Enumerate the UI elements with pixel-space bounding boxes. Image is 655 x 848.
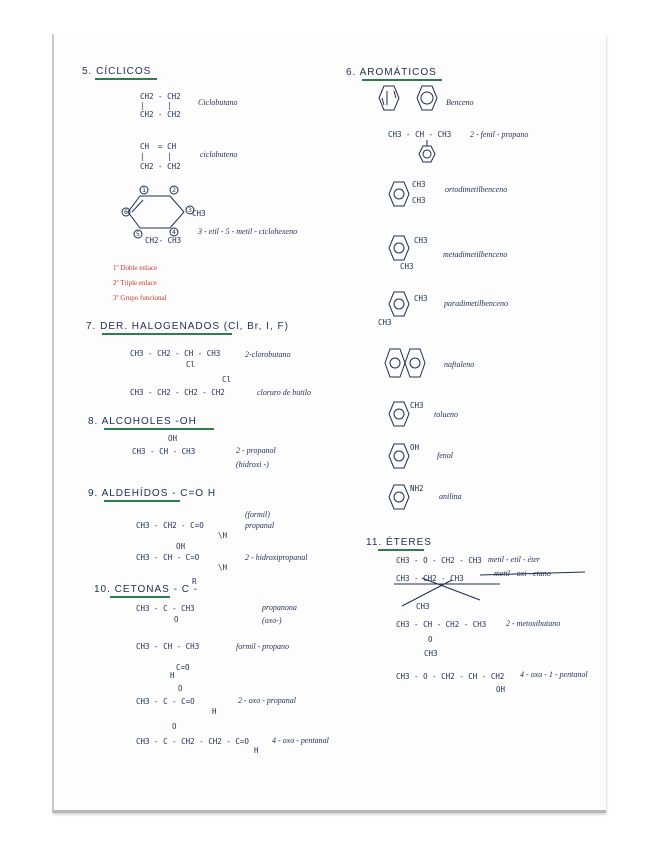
substituent: H: [254, 746, 259, 755]
ring-number: 3: [188, 206, 192, 214]
substituent: OH: [410, 443, 420, 452]
formula-line: CH = CH: [140, 142, 177, 151]
priority-rule: 3º Grupo funcional: [113, 294, 167, 302]
compound-name: ortodimetilbenceno: [445, 185, 508, 194]
formula-line: CH3 - CH2 - CH3: [396, 574, 464, 583]
heading-ciclicos: 5. CÍCLICOS: [82, 66, 152, 77]
compound-name: naftaleno: [444, 360, 475, 369]
compound-name: cloruro de butilo: [257, 388, 311, 397]
crossed-out-strokes: [380, 566, 590, 610]
formula-line: CH3 - CH2 - CH2 - CH2: [130, 388, 225, 397]
ring-number: 2: [172, 186, 176, 194]
compound-name: (hidroxi -): [236, 460, 269, 469]
formula-line: CH2 - CH2: [140, 110, 181, 119]
formula-line: CH3 - CH - CH3: [388, 130, 452, 139]
compound-name: fenol: [437, 451, 453, 460]
heading-eteres: 11. ÉTERES: [366, 537, 432, 548]
phenyl-ring-drawing: [418, 140, 440, 166]
substituent: O: [178, 684, 183, 693]
substituent: CH2- CH3: [145, 236, 182, 245]
formula-line: CH3 - CH - C=O: [136, 553, 200, 562]
substituent: CH3: [192, 209, 206, 218]
substituent: CH3: [378, 318, 392, 327]
substituent: CH3: [424, 649, 438, 658]
heading-underline: [110, 596, 170, 598]
substituent: CH3: [412, 180, 426, 189]
formula-line: CH3 - CH2 - CH - CH3: [130, 349, 221, 358]
compound-name: propanal: [245, 521, 275, 530]
compound-name: propanona: [262, 603, 297, 612]
substituent: \H: [218, 563, 228, 572]
substituent: CH3: [400, 262, 414, 271]
ring-number: 1: [142, 186, 146, 194]
substituent: NH2: [410, 484, 424, 493]
compound-name: metadimetilbenceno: [443, 250, 508, 259]
formula-line: CH2 - CH2: [140, 162, 181, 171]
compound-name: (formil): [245, 510, 270, 519]
heading-cetonas: 10. CETONAS - C -: [94, 584, 199, 595]
ring-number: 5: [136, 230, 140, 238]
substituent: OH: [168, 434, 178, 443]
ring-number: 6: [124, 208, 128, 216]
substituent: Cl: [222, 375, 232, 384]
compound-name: 2 - metoxibutano: [506, 619, 561, 628]
substituent: CH3: [414, 294, 428, 303]
heading-aldehidos: 9. ALDEHÍDOS - C=O H: [88, 488, 217, 499]
formula-line: CH3 - C - CH2 - CH2 - C=O: [136, 737, 249, 746]
substituent: R: [192, 577, 197, 586]
compound-name: tolueno: [434, 410, 458, 419]
compound-name: 2 - hidroxipropanal: [245, 553, 308, 562]
formula-line: CH3 - CH - CH3: [136, 642, 200, 651]
compound-name: 2-clorobutano: [245, 350, 291, 359]
formula-line: CH3 - O - CH2 - CH - CH2: [396, 672, 505, 681]
compound-name: 2 - oxo - propanal: [238, 696, 296, 705]
ring-number: 4: [172, 228, 176, 236]
substituent: CH3: [414, 236, 428, 245]
compound-name: 2 - fenil - propano: [470, 130, 529, 139]
cyclohexene-ring-drawing: [122, 184, 202, 244]
compound-name: ciclobuteno: [200, 150, 238, 159]
formula-line: | |: [140, 152, 172, 161]
compound-name: 2 - propanol: [236, 446, 276, 455]
formula-line: CH3 - O - CH2 - CH3: [396, 556, 482, 565]
substituent: \H: [218, 531, 228, 540]
heading-halogenados: 7. DER. HALOGENADOS (Cl, Br, I, F): [86, 321, 289, 332]
priority-rule: 2º Triple enlace: [113, 279, 157, 287]
formula-line: CH3 - CH - CH3: [132, 447, 196, 456]
formula-line: CH3 - CH2 - C=O: [136, 521, 204, 530]
compound-name: 3 - etil - 5 - metil - ciclohexeno: [198, 227, 298, 236]
substituent: C=O: [176, 663, 190, 672]
substituent: H: [170, 671, 175, 680]
formula-line: CH3 - C - C=O: [136, 697, 195, 706]
substituent: H: [212, 707, 217, 716]
substituent: CH3: [410, 401, 424, 410]
substituent: CH3: [412, 196, 426, 205]
naphthalene-drawing: [382, 345, 430, 383]
substituent: OH: [176, 542, 186, 551]
compound-name: 4 - oxa - 1 - pentanol: [520, 670, 588, 679]
heading-alcoholes: 8. ALCOHOLES -OH: [88, 416, 197, 427]
compound-name: metil - oxi - etano: [494, 569, 551, 578]
compound-name: Benceno: [446, 98, 474, 107]
heading-aromaticos: 6. AROMÁTICOS: [346, 67, 437, 78]
formula-line: CH3 - CH - CH2 - CH3: [396, 620, 487, 629]
compound-name: formil - propano: [236, 642, 290, 651]
substituent: Cl: [186, 360, 196, 369]
heading-underline: [102, 333, 232, 335]
substituent: CH3: [416, 602, 430, 611]
benzene-rings-drawing: [374, 84, 444, 116]
benzene-ring-drawing: [386, 288, 416, 322]
heading-underline: [104, 428, 214, 430]
compound-name: paradimetilbenceno: [444, 299, 508, 308]
formula-line: CH2 - CH2: [140, 92, 181, 101]
compound-name: anilina: [439, 492, 462, 501]
heading-underline: [378, 549, 424, 551]
substituent: OH: [496, 685, 506, 694]
compound-name: metil - etil - éter: [488, 555, 540, 564]
substituent: O: [172, 722, 177, 731]
benzene-ring-drawing: [386, 232, 416, 266]
heading-underline: [95, 78, 157, 80]
heading-underline: [104, 500, 180, 502]
formula-line: CH3 - C - CH3: [136, 604, 195, 613]
compound-name: Ciclobutano: [198, 98, 238, 107]
compound-name: 4 - oxo - pentanal: [272, 736, 329, 745]
substituent: O: [174, 615, 179, 624]
substituent: O: [428, 635, 433, 644]
heading-underline: [362, 79, 442, 81]
priority-rule: 1º Doble enlace: [113, 264, 158, 272]
formula-line: | |: [140, 101, 172, 110]
compound-name: (oxo-): [262, 616, 282, 625]
